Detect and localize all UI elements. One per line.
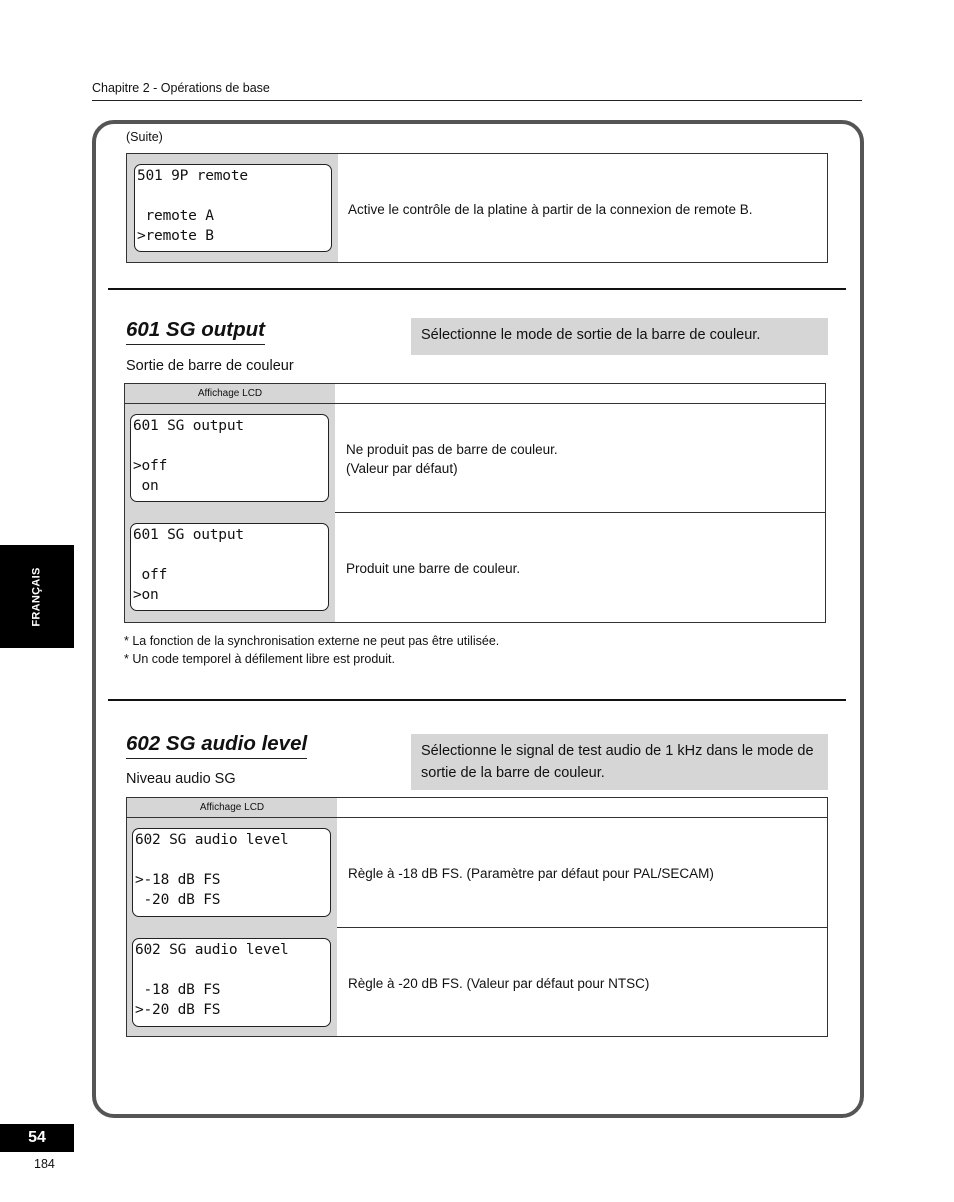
section-divider	[108, 288, 846, 290]
option-description: Active le contrôle de la platine à partir de la connexion de remote B.	[348, 202, 753, 217]
footnote: * La fonction de la synchronisation externe ne peut pas être utilisée.	[124, 634, 500, 648]
footnote: * Un code temporel à défilement libre est produit.	[124, 652, 395, 666]
page-number: 54	[0, 1124, 74, 1152]
header-rule	[92, 100, 862, 101]
lcd-display: 602 SG audio level >-18 dB FS -20 dB FS	[132, 828, 331, 917]
section-divider	[108, 699, 846, 701]
header-row-line	[127, 817, 827, 818]
suite-label: (Suite)	[126, 130, 163, 144]
sg-audio-table	[126, 797, 828, 1037]
lcd-display: 601 SG output off >on	[130, 523, 329, 611]
row-separator	[337, 927, 827, 928]
sg-output-table	[124, 383, 826, 623]
option-description: Ne produit pas de barre de couleur. (Valeur par défaut)	[346, 442, 558, 476]
section-title: 601 SG output	[126, 318, 265, 345]
chapter-header: Chapitre 2 - Opérations de base	[92, 81, 270, 95]
remote-table	[126, 153, 828, 263]
lcd-column-header: Affichage LCD	[197, 388, 263, 399]
section-summary: Sélectionne le signal de test audio de 1 kHz dans le mode de sortie de la barre de couleur.	[411, 734, 828, 790]
option-description: Règle à -18 dB FS. (Paramètre par défaut pour PAL/SECAM)	[348, 866, 714, 881]
section-subtitle: Niveau audio SG	[126, 771, 236, 787]
lcd-column-header: Affichage LCD	[199, 802, 265, 813]
lcd-display: 601 SG output >off on	[130, 414, 329, 502]
page-sub-number: 184	[34, 1157, 55, 1171]
language-tab-label: FRANÇAIS	[30, 566, 43, 627]
lcd-display: 501 9P remote remote A >remote B	[134, 164, 332, 252]
option-description: Produit une barre de couleur.	[346, 561, 521, 576]
lcd-display: 602 SG audio level -18 dB FS >-20 dB FS	[132, 938, 331, 1027]
language-tab	[0, 545, 74, 648]
header-row-line	[125, 403, 825, 404]
section-summary: Sélectionne le mode de sortie de la barre de couleur.	[411, 318, 828, 355]
option-description: Règle à -20 dB FS. (Valeur par défaut pour NTSC)	[348, 976, 650, 991]
section-subtitle: Sortie de barre de couleur	[126, 358, 294, 374]
section-title: 602 SG audio level	[126, 732, 307, 759]
row-separator	[335, 512, 825, 513]
